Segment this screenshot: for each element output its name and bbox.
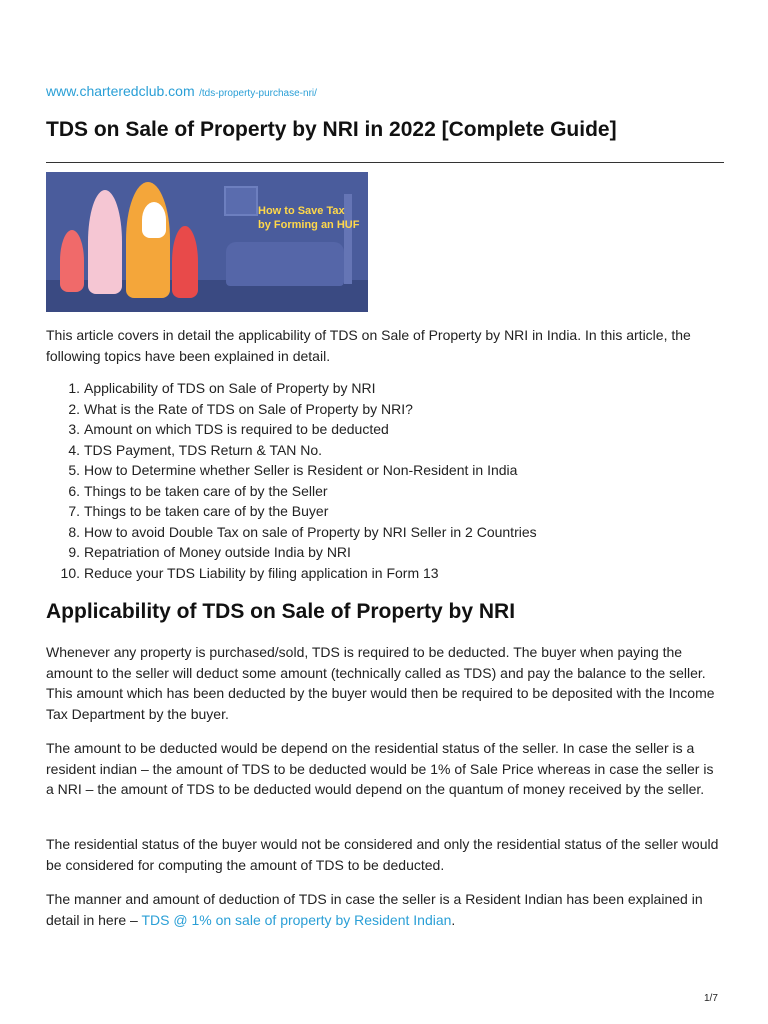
list-item-number: 4.: [68, 441, 80, 458]
list-item: [46, 399, 724, 420]
list-item-text: What is the Rate of TDS on Sale of Property by NRI?: [84, 400, 413, 417]
list-item: [46, 501, 724, 522]
source-domain[interactable]: www.charteredclub.com: [46, 83, 195, 99]
body-paragraph-1: Whenever any property is purchased/sold, TDS is required to be deducted. The buyer when paying the amount to the seller will deduct some amount (technically called as TDS) and pay the balance to the seller. This amount which has been deducted by the buyer would then be required to be deposited with the Income Tax Department by the buyer.: [46, 644, 715, 722]
body-paragraph-2: The amount to be deducted would be depend on the residential status of the seller. In case the seller is a resident indian – the amount of TDS to be deducted would be 1% of Sale Price whereas in case the seller is a NRI – the amount of TDS to be deducted would depend on the quantum of money received by the seller.: [46, 740, 714, 797]
list-item: [46, 542, 724, 563]
banner-tagline-line1: How to Save Tax: [258, 205, 345, 217]
page-title: TDS on Sale of Property by NRI in 2022 [Complete Guide]: [46, 118, 617, 141]
list-item: [46, 522, 724, 543]
list-item: [46, 563, 724, 584]
list-item-text: Reduce your TDS Liability by filing application in Form 13: [84, 564, 439, 581]
family-figure-child-left: [60, 230, 84, 292]
intro-paragraph: This article covers in detail the applicability of TDS on Sale of Property by NRI in India. In this article, the following topics have been explained in detail.: [46, 327, 691, 364]
banner-tagline-line2: by Forming an HUF: [258, 219, 360, 231]
body-paragraph-4: [46, 889, 724, 930]
section-heading: Applicability of TDS on Sale of Property by NRI: [46, 600, 516, 623]
list-item-text: TDS Payment, TDS Return & TAN No.: [84, 441, 323, 458]
list-item: [46, 440, 724, 461]
family-figure-father: [126, 182, 170, 298]
paragraph-end: .: [451, 911, 456, 928]
banner-tagline: [258, 204, 366, 232]
list-item-text: Things to be taken care of by the Seller: [84, 482, 328, 499]
list-item-text: Applicability of TDS on Sale of Property by NRI: [84, 380, 376, 396]
resident-tds-link[interactable]: TDS @ 1% on sale of property by Resident Indian: [141, 911, 452, 928]
source-url[interactable]: [46, 83, 317, 101]
family-figure-child-right: [172, 226, 198, 298]
list-item-number: 8.: [68, 523, 80, 540]
list-item-number: 5.: [68, 462, 80, 478]
list-item-number: 9.: [68, 544, 80, 560]
list-item-number: 7.: [68, 503, 80, 519]
title-divider: [46, 162, 724, 163]
list-item-number: 10.: [60, 564, 80, 581]
picture-frame-icon: [224, 186, 258, 216]
paragraph-text: The manner and amount of deduction of TDS in case the seller is a Resident Indian has been explained in detail in here –: [46, 891, 703, 928]
family-figure-baby: [142, 202, 166, 238]
list-item-number: 2.: [68, 400, 80, 417]
family-figure-mother: [88, 190, 122, 294]
list-item-text: Repatriation of Money outside India by NRI: [84, 544, 351, 560]
list-item: [46, 460, 724, 481]
list-item: [46, 378, 724, 399]
list-item-number: 6.: [68, 482, 80, 499]
sofa-shape: [226, 242, 344, 286]
list-item: [46, 481, 724, 502]
list-item-number: 1.: [68, 380, 80, 396]
page-number: 1/7: [704, 993, 718, 1004]
body-paragraph-3: The residential status of the buyer would not be considered and only the residential status of the seller would be considered for computing the amount of TDS to be deducted.: [46, 836, 719, 873]
list-item-text: Amount on which TDS is required to be deducted: [84, 421, 389, 437]
list-item-number: 3.: [68, 421, 80, 437]
source-path[interactable]: /tds-property-purchase-nri/: [199, 88, 317, 99]
list-item-text: How to Determine whether Seller is Resident or Non-Resident in India: [84, 462, 518, 478]
list-item: [46, 419, 724, 440]
topics-list: [46, 378, 724, 583]
article-banner-image: [46, 172, 368, 312]
list-item-text: Things to be taken care of by the Buyer: [84, 503, 329, 519]
list-item-text: How to avoid Double Tax on sale of Property by NRI Seller in 2 Countries: [84, 523, 537, 540]
